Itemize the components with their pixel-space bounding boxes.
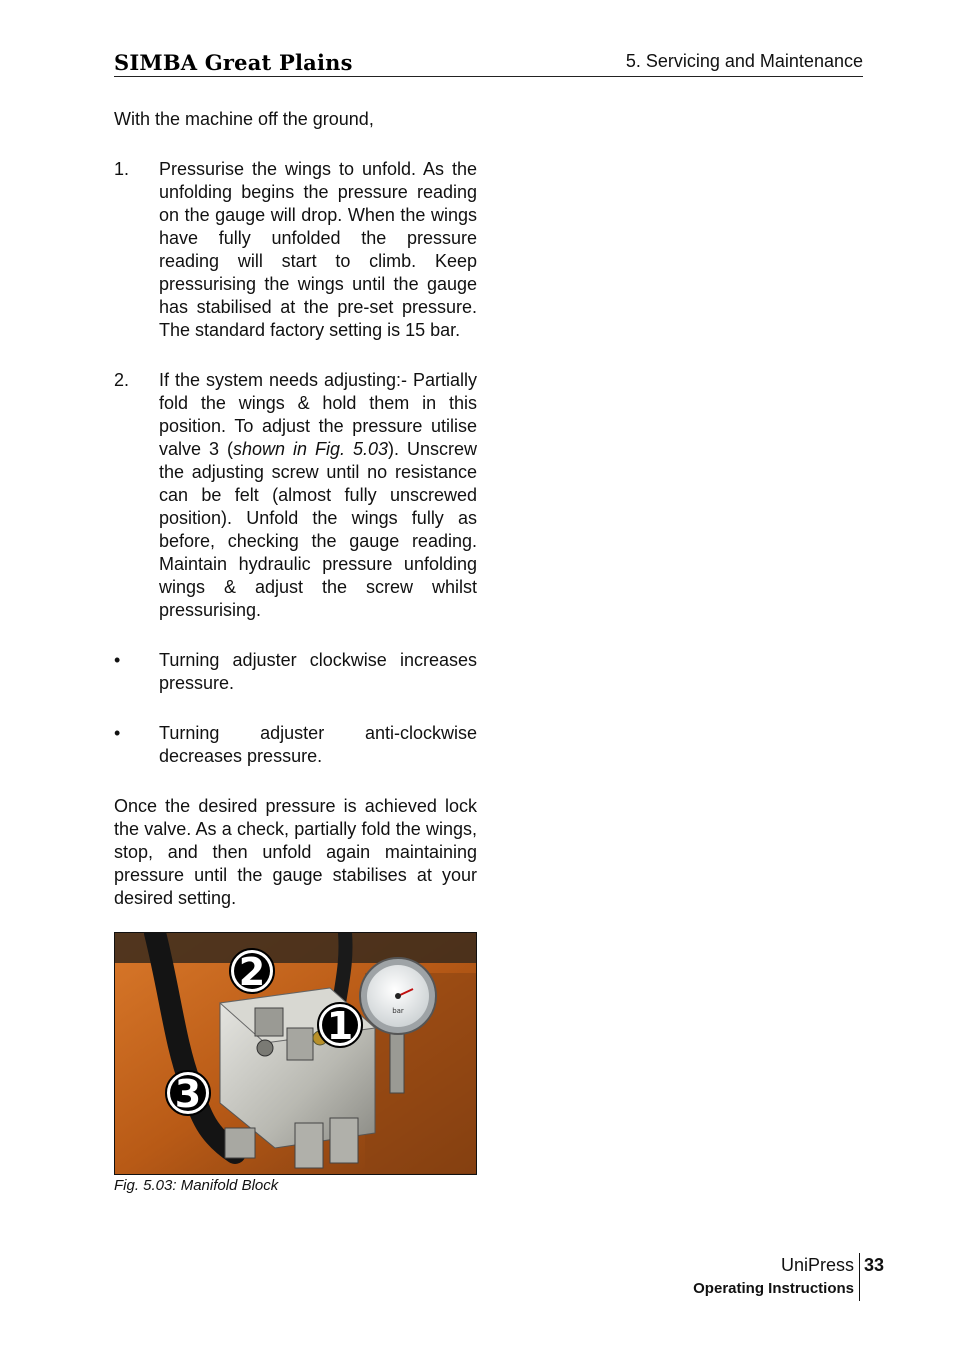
bullet-marker: • (114, 723, 121, 743)
closing-text: Once the desired pressure is achieved lock the valve. As a check, partially fold the wings, stop, and then unfold again maintaining pressure until the gauge stabilises at your desired setting. (114, 796, 477, 908)
step-marker: 2. (114, 370, 130, 390)
step-text-continued: ). Unscrew the adjusting screw until no resistance can be felt (almost fully unscrewed position). Unfold the wings fully as before, checking the gauge reading. Maintain hydraulic pressure unfolding wings & adjust the screw whilst pressurising. (159, 439, 477, 620)
figure-caption: Fig. 5.03: Manifold Block (114, 1177, 279, 1194)
step-marker: 1. (114, 159, 130, 179)
manifold-illustration (115, 933, 476, 1174)
bullet-text: Turning adjuster anti-clockwise decreases pressure. (159, 723, 477, 766)
bullet-marker: • (114, 650, 121, 670)
svg-text:2: 2 (238, 950, 266, 994)
main-column (114, 108, 477, 910)
bullet-item (114, 649, 477, 695)
svg-text:3: 3 (174, 1072, 202, 1116)
callout-3 (166, 1071, 210, 1116)
footer-divider (859, 1253, 860, 1301)
brand-logo: SIMBA Great Plains (114, 50, 353, 75)
footer-product-name: UniPress (780, 1255, 854, 1275)
page-number: 33 (864, 1255, 885, 1275)
intro-text: With the machine off the ground, (114, 109, 374, 129)
step-text: If the system needs adjusting:- Partially fold the wings & hold them in this position. To adjust the pressure utilise valve 3 ( (159, 370, 477, 459)
gauge-unit-label: bar (392, 1007, 404, 1015)
footer-subtitle: Operating Instructions (693, 1280, 854, 1297)
figure-reference: shown in Fig. 5.03 (232, 439, 388, 459)
page-header (114, 46, 863, 77)
bullet-item (114, 722, 477, 768)
step-2 (114, 369, 477, 622)
manifold-block-photo (114, 932, 477, 1175)
step-text: Pressurise the wings to unfold. As the unfolding begins the pressure reading on the gauge will drop. When the wings have fully unfolded the pressure reading will start to climb. Keep pressurising the wings until the gauge has stabilised at the pre-set pressure. The standard factory setting is 15 bar. (159, 159, 477, 340)
step-1 (114, 158, 477, 342)
svg-text:1: 1 (326, 1004, 354, 1048)
bullet-text: Turning adjuster clockwise increases pressure. (159, 650, 477, 693)
callout-1 (318, 1003, 362, 1048)
callout-2 (230, 949, 274, 994)
section-title: 5. Servicing and Maintenance (625, 51, 863, 71)
